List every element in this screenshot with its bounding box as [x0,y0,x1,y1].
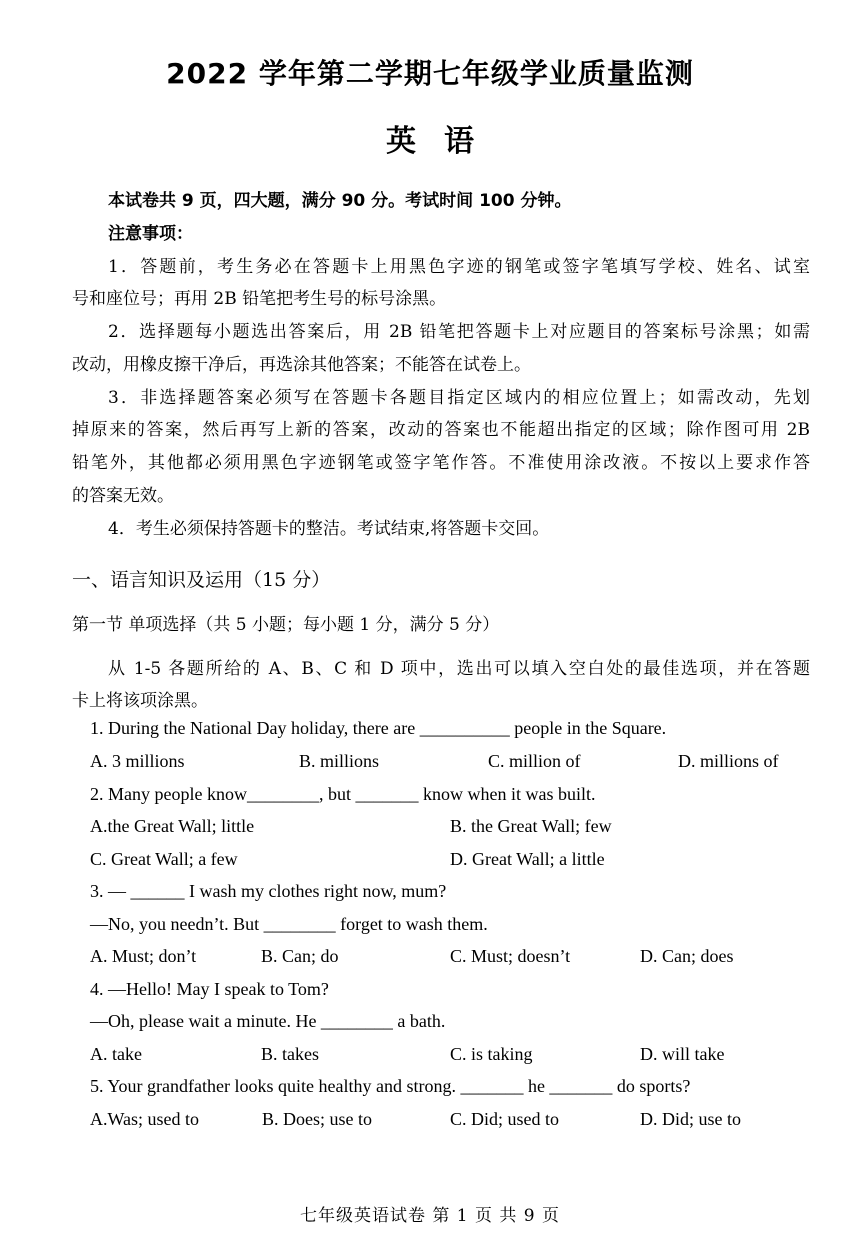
notice-1-line-2: 号和座位号；再用 2B 铅笔把考生号的标号涂黑。 [72,289,447,309]
question-1-option-b: B. millions [299,751,380,771]
question-3-option-a: A. Must; don’t [90,946,197,966]
instruction-line-2: 卡上将该项涂黑。 [72,691,208,711]
question-2-option-c: C. Great Wall; a few [90,849,238,869]
notice-3-line-4: 的答案无效。 [72,486,174,506]
page-footer: 七年级英语试卷 第 1 页 共 9 页 [299,1206,561,1226]
question-1-option-d: D. millions of [678,751,779,771]
question-3-stem-line-2: —No, you needn’t. But ________ forget to wash them. [90,914,488,934]
notice-3-line-3: 铅笔外，其他都必须用黑色字迹钢笔或签字笔作答。不准使用涂改液。不按以上要求作答 [72,453,810,473]
notice-3-line-1: 3．非选择题答案必须写在答题卡各题目指定区域内的相应位置上；如需改动，先划 [108,388,810,408]
question-4-stem-line-2: —Oh, please wait a minute. He ________ a bath. [90,1011,446,1031]
instruction-line-1: 从 1-5 各题所给的 A、B、C 和 D 项中，选出可以填入空白处的最佳选项，并在答题 [108,659,810,679]
question-5-stem: 5. Your grandfather looks quite healthy and strong. _______ he _______ do sports? [90,1076,691,1096]
question-2-option-a: A.the Great Wall; little [90,816,255,836]
notice-1-line-1: 1．答题前，考生务必在答题卡上用黑色字迹的钢笔或签字笔填写学校、姓名、试室 [108,257,810,277]
notice-4: 4．考生必须保持答题卡的整洁。考试结束,将答题卡交回。 [108,519,550,539]
question-5-option-a: A.Was; used to [90,1109,200,1129]
notice-heading: 注意事项： [108,224,193,244]
question-2-option-b: B. the Great Wall; few [450,816,612,836]
question-4-option-c: C. is taking [450,1044,533,1064]
question-5-option-d: D. Did; use to [640,1109,741,1129]
notice-3-line-2: 掉原来的答案，然后再写上新的答案，改动的答案也不能超出指定的区域；除作图可用 2B [72,420,810,440]
question-3-option-d: D. Can; does [640,946,734,966]
question-3-option-c: C. Must; doesn’t [450,946,571,966]
question-4-option-a: A. take [90,1044,142,1064]
question-1-stem: 1. During the National Day holiday, there are __________ people in the Square. [90,718,667,738]
notice-2-line-1: 2．选择题每小题选出答案后，用 2B 铅笔把答题卡上对应题目的答案标号涂黑；如需 [108,322,810,342]
question-4-option-d: D. will take [640,1044,725,1064]
question-5-option-b: B. Does; use to [262,1109,372,1129]
question-4-option-b: B. takes [261,1044,319,1064]
question-3-option-b: B. Can; do [261,946,339,966]
subject-title: 英语 [386,124,502,159]
question-4-stem: 4. —Hello! May I speak to Tom? [90,979,329,999]
exam-summary: 本试卷共 9 页，四大题，满分 90 分。考试时间 100 分钟。 [108,191,572,211]
question-2-option-d: D. Great Wall; a little [450,849,605,869]
question-5-option-c: C. Did; used to [450,1109,560,1129]
question-2-stem: 2. Many people know________, but _______ know when it was built. [90,784,596,804]
question-3-stem: 3. — ______ I wash my clothes right now, mum? [90,881,447,901]
exam-title: 2022 学年第二学期七年级学业质量监测 [166,57,694,90]
section-1-heading: 第一节 单项选择（共 5 小题；每小题 1 分，满分 5 分） [72,615,500,635]
part-1-heading: 一、语言知识及运用（15 分） [72,569,331,591]
question-1-option-c: C. million of [488,751,581,771]
question-1-option-a: A. 3 millions [90,751,185,771]
notice-2-line-2: 改动，用橡皮擦干净后，再选涂其他答案；不能答在试卷上。 [72,355,531,375]
